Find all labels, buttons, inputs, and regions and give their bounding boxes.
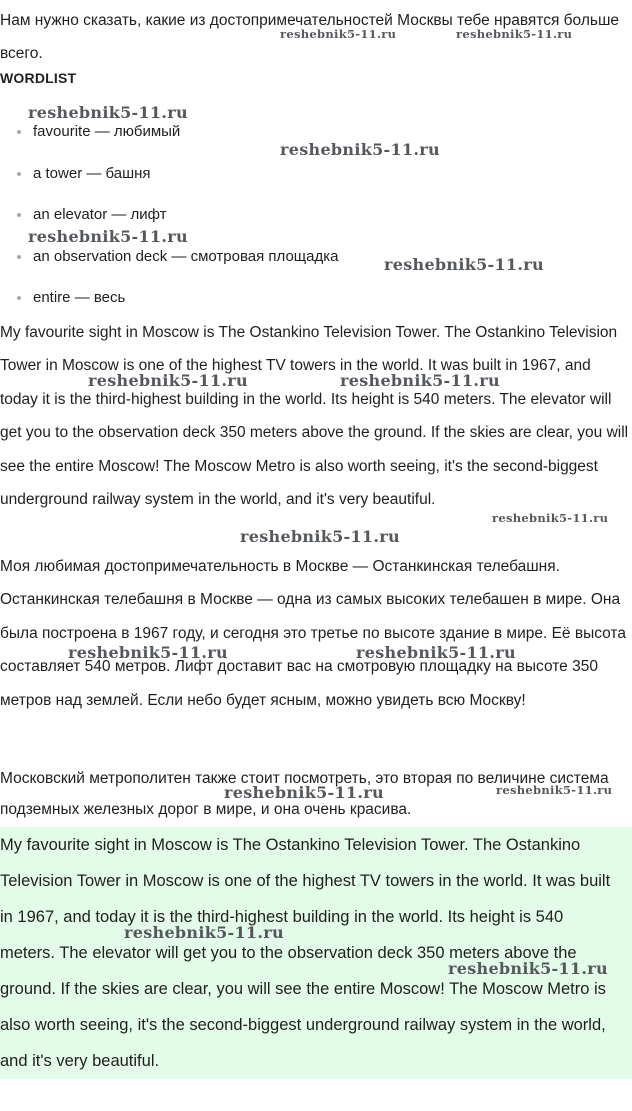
watermark: reshebnik5-11.ru [88, 371, 248, 390]
watermark: reshebnik5-11.ru [384, 255, 544, 274]
wordlist-item-text: favourite — любимый [33, 123, 181, 140]
watermark: reshebnik5-11.ru [28, 103, 188, 122]
wordlist-heading: WORDLIST [0, 70, 77, 86]
bullet-icon [17, 130, 21, 134]
answer-box [0, 827, 632, 1079]
wordlist-item-text: an elevator — лифт [33, 206, 167, 223]
english-text: My favourite sight in Moscow is The Ostankino Television Tower. The Ostankino Television Tower in Moscow is one of the highest TV towers in the world. It was built in 1967, and today it is the third-highest building in the world. Its height is 540 meters. The elevator will get you to the observation deck 350 meters above the ground. If the skies are clear, you will see the entire Moscow! The Moscow Metro is also worth seeing, it's the second-biggest underground railway system in the world, and it's very beautiful. [0, 324, 629, 509]
watermark: reshebnik5-11.ru [492, 511, 609, 525]
wordlist-item [0, 157, 620, 199]
wordlist-item-text: an observation deck — смотровая площадка [33, 247, 339, 265]
watermark: reshebnik5-11.ru [280, 140, 440, 159]
watermark: reshebnik5-11.ru [124, 923, 284, 942]
watermark: reshebnik5-11.ru [496, 783, 613, 797]
watermark: reshebnik5-11.ru [340, 371, 500, 390]
wordlist-item-text: a tower — башня [33, 164, 151, 182]
watermark: reshebnik5-11.ru [448, 959, 608, 978]
watermark: reshebnik5-11.ru [356, 643, 516, 662]
wordlist-item-text: entire — весь [33, 289, 126, 306]
watermark: reshebnik5-11.ru [456, 27, 573, 41]
russian-text: Моя любимая достопримечательность в Москве — Останкинская телебашня. Останкинская телебашня в Москве — одна из самых высоких телебашен в мире. Она была построена в 1967 году, и сегодня это третье по высоте здание в мире. Её высота составляет 540 метров. Лифт доставит вас на смотровую площадку на высоте 350 метров над землей. Если небо будет ясным, можно увидеть всю Москву! [0, 558, 626, 709]
russian-text-metro: Московский метрополитен также стоит посмотреть, это вторая по величине система подземных железных дорог в мире, и она очень красива. [0, 770, 609, 818]
bullet-icon [17, 296, 21, 300]
intro-paragraph: Нам нужно сказать, какие из достопримечательностей Москвы тебе нравятся больше всего. [0, 12, 620, 62]
watermark: reshebnik5-11.ru [68, 643, 228, 662]
bullet-icon [17, 255, 21, 259]
watermark: reshebnik5-11.ru [240, 527, 400, 546]
watermark: reshebnik5-11.ru [280, 27, 397, 41]
watermark: reshebnik5-11.ru [28, 227, 188, 246]
bullet-icon [17, 213, 21, 217]
bullet-icon [17, 172, 21, 176]
watermark: reshebnik5-11.ru [224, 783, 384, 802]
answer-text: My favourite sight in Moscow is The Ostankino Television Tower. The Ostankino Television Tower in Moscow is one of the highest TV towers in the world. It was built in 1967, and today it is the third-highest building in the world. Its height is 540 meters. The elevator will get you to the observation deck 350 meters above the ground. If the skies are clear, you will see the entire Moscow! The Moscow Metro is also worth seeing, it's the second-biggest underground railway system in the world, and it's very beautiful. [0, 836, 611, 1070]
